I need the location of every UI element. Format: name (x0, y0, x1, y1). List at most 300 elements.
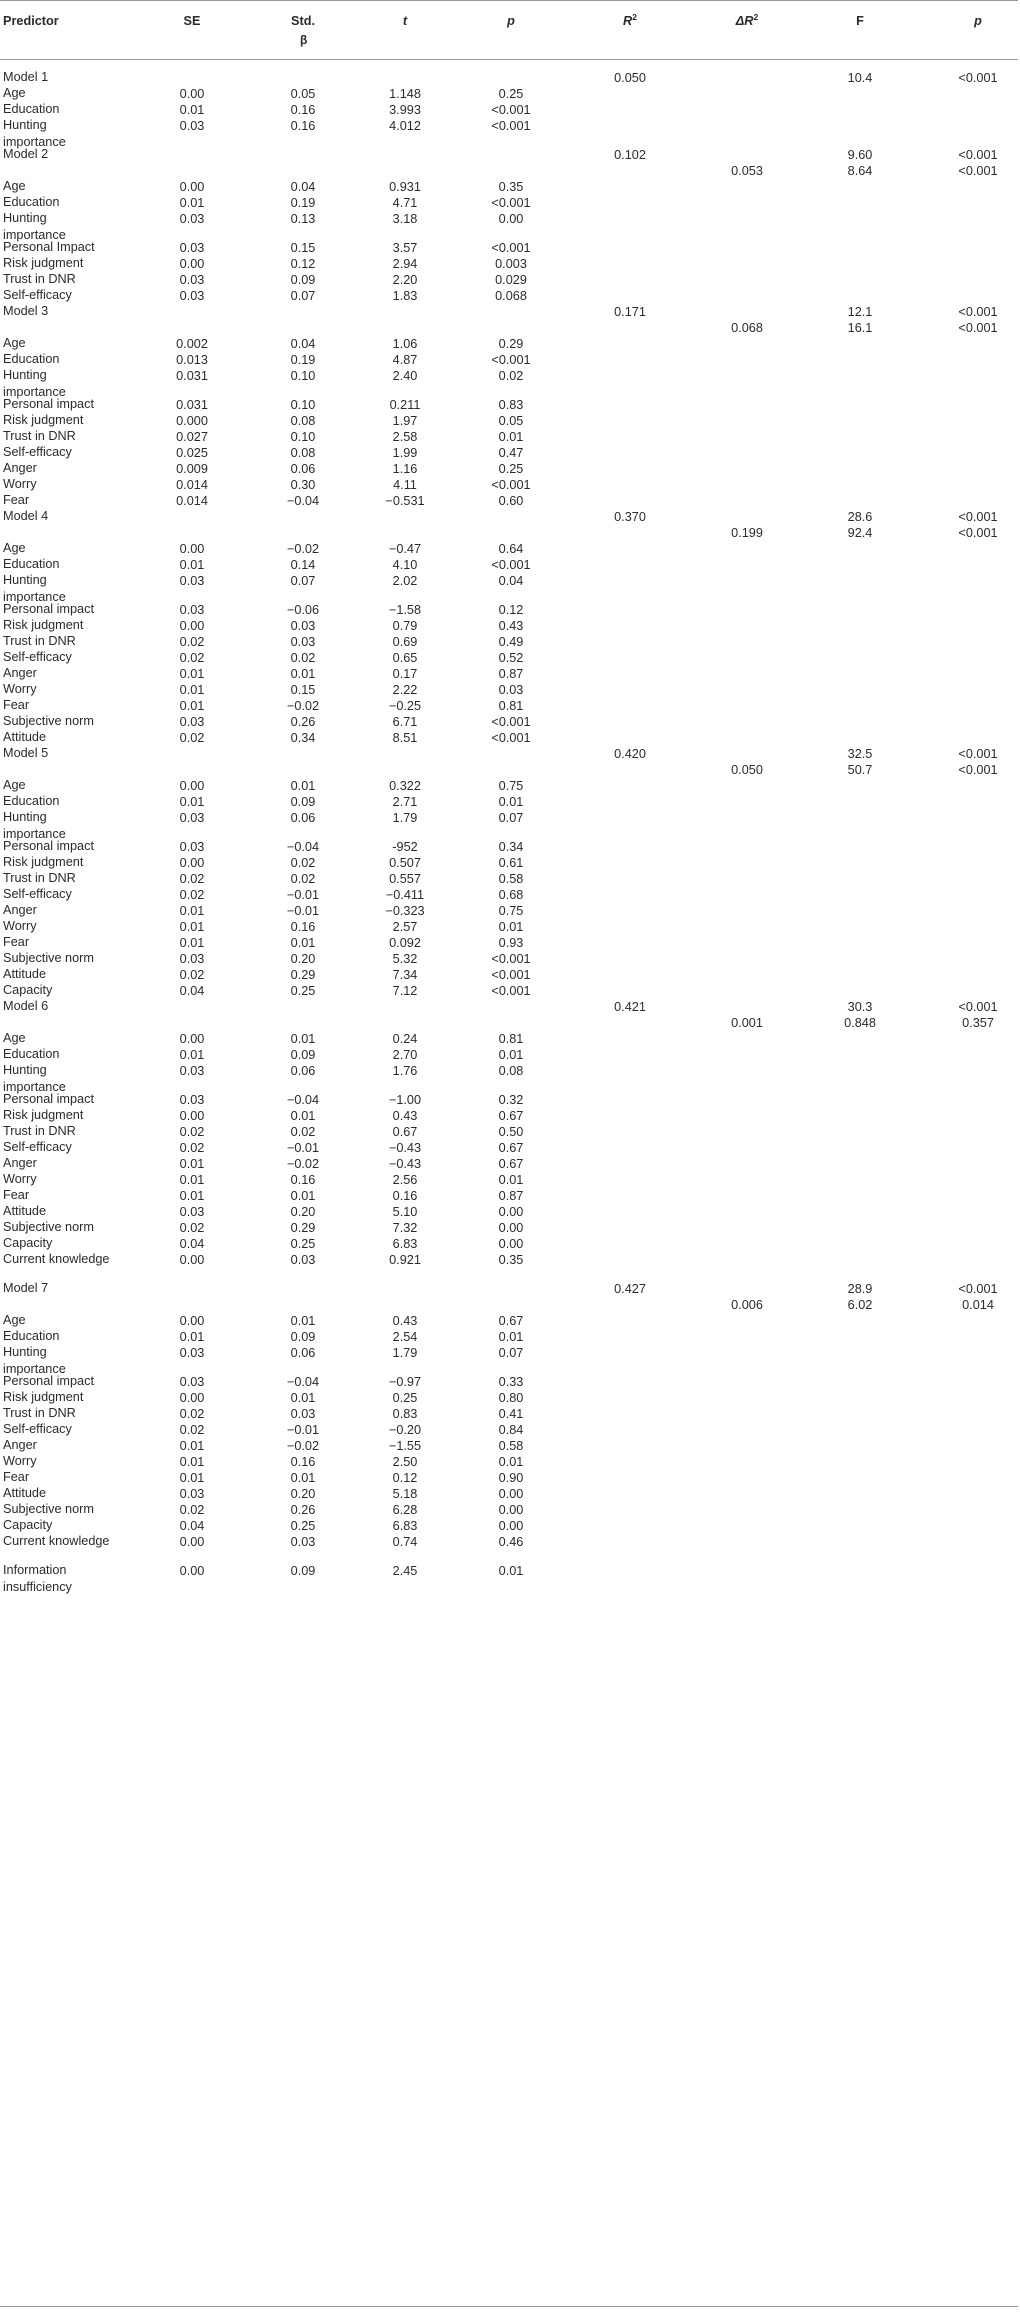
cell-se: 0.031 (176, 398, 208, 412)
row-label: Age (3, 541, 26, 555)
cell-t: 2.57 (392, 920, 418, 934)
cell-p: <0.001 (491, 196, 531, 210)
cell-t: 0.092 (389, 936, 421, 950)
cell-t: 4.71 (392, 196, 418, 210)
cell-std-beta: −0.04 (286, 1375, 320, 1389)
row-label: Education (3, 557, 60, 571)
cell-se: 0.03 (179, 811, 205, 825)
cell-std-beta: 0.19 (290, 196, 316, 210)
cell-se: 0.00 (179, 542, 205, 556)
row-label: Education (3, 195, 60, 209)
row-label: Self-efficacy (3, 650, 72, 664)
cell-t: 0.24 (392, 1032, 418, 1046)
cell-std-beta: 0.09 (290, 1330, 316, 1344)
cell-t: 2.40 (392, 369, 418, 383)
cell-t: 5.18 (392, 1487, 418, 1501)
cell-se: 0.01 (179, 1048, 205, 1062)
cell-se: 0.00 (179, 1253, 205, 1267)
header-beta: β (300, 33, 308, 47)
cell-p: 0.04 (498, 574, 524, 588)
row-label: Subjective norm (3, 714, 94, 728)
cell-std-beta: 0.13 (290, 212, 316, 226)
cell-std-beta: −0.02 (286, 1439, 320, 1453)
row-label: Attitude (3, 730, 47, 744)
row-label: Education (3, 1329, 60, 1343)
cell-t: −1.58 (388, 603, 422, 617)
cell-p: <0.001 (491, 558, 531, 572)
cell-t: 3.18 (392, 212, 418, 226)
cell-t: 4.87 (392, 353, 418, 367)
cell-p: 0.07 (498, 1346, 524, 1360)
row-label: Model 1 (3, 70, 49, 84)
cell-se: 0.00 (179, 1032, 205, 1046)
cell-std-beta: 0.01 (290, 1189, 316, 1203)
cell-std-beta: −0.04 (286, 840, 320, 854)
cell-t: 7.34 (392, 968, 418, 982)
cell-se: 0.00 (179, 619, 205, 633)
row-label: Trust in DNR (3, 429, 76, 443)
cell-t: 1.76 (392, 1064, 418, 1078)
cell-p: 0.08 (498, 1064, 524, 1078)
cell-t: 1.79 (392, 1346, 418, 1360)
cell-t: 3.57 (392, 241, 418, 255)
cell-t: 6.83 (392, 1237, 418, 1251)
cell-se: 0.01 (179, 1189, 205, 1203)
cell-t: 1.148 (389, 87, 421, 101)
row-label: Trust in DNR (3, 634, 76, 648)
cell-p: 0.87 (498, 1189, 524, 1203)
cell-t: 2.56 (392, 1173, 418, 1187)
cell-f: 12.1 (847, 305, 873, 319)
row-label: Hunting importance (3, 118, 66, 149)
row-label: Age (3, 336, 26, 350)
cell-se: 0.00 (179, 180, 205, 194)
cell-t: 4.10 (392, 558, 418, 572)
cell-t: 5.10 (392, 1205, 418, 1219)
row-label: Age (3, 1313, 26, 1327)
cell-p: 0.01 (498, 1048, 524, 1062)
row-label: Self-efficacy (3, 1422, 72, 1436)
cell-dr2: 0.001 (731, 1016, 763, 1030)
cell-t: 0.211 (389, 398, 421, 412)
row-label: Model 7 (3, 1281, 49, 1295)
row-label: Self-efficacy (3, 445, 72, 459)
cell-p: 0.00 (498, 1519, 524, 1533)
cell-std-beta: 0.06 (290, 1346, 316, 1360)
cell-t: 3.993 (389, 103, 421, 117)
cell-se: 0.01 (179, 699, 205, 713)
cell-t: 6.83 (392, 1519, 418, 1533)
cell-std-beta: 0.03 (290, 619, 316, 633)
cell-p: 0.49 (498, 635, 524, 649)
cell-std-beta: 0.16 (290, 1455, 316, 1469)
cell-t: 1.99 (392, 446, 418, 460)
cell-p: 0.029 (495, 273, 527, 287)
cell-f: 30.3 (847, 1000, 873, 1014)
cell-p: <0.001 (491, 119, 531, 133)
cell-t: 1.97 (392, 414, 418, 428)
cell-std-beta: 0.14 (290, 558, 316, 572)
cell-se: 0.01 (179, 103, 205, 117)
cell-p: <0.001 (491, 715, 531, 729)
cell-se: 0.03 (179, 574, 205, 588)
cell-p: <0.001 (491, 968, 531, 982)
row-label: Subjective norm (3, 951, 94, 965)
cell-se: 0.01 (179, 558, 205, 572)
cell-dr2: 0.006 (731, 1298, 763, 1312)
cell-p: 0.35 (498, 180, 524, 194)
cell-std-beta: 0.20 (290, 1205, 316, 1219)
cell-t: 8.51 (392, 731, 418, 745)
cell-se: 0.01 (179, 1173, 205, 1187)
cell-t: 0.507 (389, 856, 421, 870)
header-delta-r2 (736, 13, 758, 29)
cell-se: 0.01 (179, 1439, 205, 1453)
cell-se: 0.00 (179, 856, 205, 870)
cell-std-beta: 0.16 (290, 1173, 316, 1187)
row-label: Trust in DNR (3, 272, 76, 286)
cell-std-beta: 0.01 (290, 1109, 316, 1123)
cell-se: 0.00 (179, 1109, 205, 1123)
cell-std-beta: 0.03 (290, 1253, 316, 1267)
cell-std-beta: 0.04 (290, 180, 316, 194)
cell-std-beta: 0.10 (290, 369, 316, 383)
cell-std-beta: 0.07 (290, 574, 316, 588)
cell-t: 2.20 (392, 273, 418, 287)
cell-std-beta: −0.01 (286, 1423, 320, 1437)
cell-r2: 0.420 (614, 747, 646, 761)
cell-p: 0.068 (495, 289, 527, 303)
cell-t: −0.25 (388, 699, 422, 713)
row-label: Anger (3, 461, 37, 475)
cell-t: -952 (392, 840, 418, 854)
row-label: Information insufficiency (3, 1563, 72, 1594)
cell-t: 2.58 (392, 430, 418, 444)
cell-t: 0.43 (392, 1314, 418, 1328)
cell-t: −0.323 (385, 904, 425, 918)
cell-se: 0.03 (179, 1205, 205, 1219)
cell-t: −0.20 (388, 1423, 422, 1437)
header-p2-text: p (974, 14, 982, 28)
row-label: Fear (3, 1470, 30, 1484)
cell-p: 0.01 (498, 1455, 524, 1469)
cell-p: 0.00 (498, 1205, 524, 1219)
cell-t: −0.43 (388, 1157, 422, 1171)
cell-std-beta: −0.06 (286, 603, 320, 617)
cell-std-beta: 0.03 (290, 635, 316, 649)
cell-std-beta: 0.09 (290, 273, 316, 287)
cell-t: −1.00 (388, 1093, 422, 1107)
table-bottom-rule (0, 2306, 1018, 2307)
cell-se: 0.02 (179, 651, 205, 665)
cell-se: 0.01 (179, 683, 205, 697)
cell-f: 28.6 (847, 510, 873, 524)
row-label: Anger (3, 903, 37, 917)
row-label: Fear (3, 935, 30, 949)
row-label: Age (3, 86, 26, 100)
row-label: Hunting importance (3, 368, 66, 399)
cell-t: 7.12 (392, 984, 418, 998)
cell-p: <0.001 (491, 731, 531, 745)
cell-p: 0.43 (498, 619, 524, 633)
cell-p: 0.00 (498, 1237, 524, 1251)
cell-p: 0.90 (498, 1471, 524, 1485)
cell-t: 0.83 (392, 1407, 418, 1421)
cell-std-beta: 0.08 (290, 414, 316, 428)
cell-t: −0.47 (388, 542, 422, 556)
cell-std-beta: 0.03 (290, 1535, 316, 1549)
cell-se: 0.03 (179, 1375, 205, 1389)
cell-f: 32.5 (847, 747, 873, 761)
cell-se: 0.02 (179, 1141, 205, 1155)
cell-std-beta: −0.04 (286, 494, 320, 508)
cell-p: 0.12 (498, 603, 524, 617)
cell-p: <0.001 (491, 241, 531, 255)
cell-se: 0.02 (179, 1221, 205, 1235)
cell-p: 0.80 (498, 1391, 524, 1405)
cell-se: 0.02 (179, 1125, 205, 1139)
cell-se: 0.031 (176, 369, 208, 383)
row-label: Capacity (3, 983, 53, 997)
cell-p: 0.58 (498, 1439, 524, 1453)
cell-t: 1.83 (392, 289, 418, 303)
cell-p: <0.001 (491, 478, 531, 492)
cell-dr2: 0.199 (731, 526, 763, 540)
cell-se: 0.01 (179, 1157, 205, 1171)
cell-p: 0.81 (498, 1032, 524, 1046)
row-label: Hunting importance (3, 573, 66, 604)
cell-std-beta: 0.02 (290, 872, 316, 886)
row-label: Hunting importance (3, 211, 66, 242)
row-label: Self-efficacy (3, 288, 72, 302)
cell-p: 0.33 (498, 1375, 524, 1389)
row-label: Fear (3, 1188, 30, 1202)
row-label: Model 2 (3, 147, 49, 161)
cell-p2: <0.001 (958, 71, 998, 85)
cell-t: 2.22 (392, 683, 418, 697)
cell-se: 0.03 (179, 840, 205, 854)
cell-t: 0.921 (389, 1253, 421, 1267)
cell-se: 0.00 (179, 1564, 205, 1578)
cell-p: 0.68 (498, 888, 524, 902)
cell-dr2: 0.068 (731, 321, 763, 335)
table-header (0, 0, 1020, 59)
cell-se: 0.014 (176, 478, 208, 492)
cell-p: 0.67 (498, 1314, 524, 1328)
cell-se: 0.00 (179, 1391, 205, 1405)
cell-p: 0.46 (498, 1535, 524, 1549)
cell-std-beta: 0.01 (290, 779, 316, 793)
row-label: Fear (3, 493, 30, 507)
cell-std-beta: 0.15 (290, 241, 316, 255)
cell-se: 0.01 (179, 1330, 205, 1344)
cell-std-beta: 0.01 (290, 1471, 316, 1485)
cell-t: 1.06 (392, 337, 418, 351)
cell-std-beta: 0.09 (290, 1564, 316, 1578)
cell-r2: 0.102 (614, 148, 646, 162)
cell-std-beta: −0.04 (286, 1093, 320, 1107)
cell-t: −0.97 (388, 1375, 422, 1389)
cell-std-beta: −0.01 (286, 1141, 320, 1155)
cell-std-beta: −0.02 (286, 699, 320, 713)
cell-se: 0.01 (179, 1471, 205, 1485)
cell-se: 0.03 (179, 289, 205, 303)
cell-t: 0.43 (392, 1109, 418, 1123)
cell-std-beta: 0.09 (290, 1048, 316, 1062)
cell-std-beta: 0.02 (290, 1125, 316, 1139)
cell-t: 0.931 (389, 180, 421, 194)
cell-se: 0.03 (179, 1064, 205, 1078)
cell-t: 0.69 (392, 635, 418, 649)
cell-p: 0.67 (498, 1141, 524, 1155)
cell-std-beta: −0.01 (286, 888, 320, 902)
cell-se: 0.02 (179, 1423, 205, 1437)
cell-std-beta: 0.26 (290, 1503, 316, 1517)
cell-std-beta: 0.10 (290, 398, 316, 412)
cell-se: 0.03 (179, 1093, 205, 1107)
cell-se: 0.02 (179, 872, 205, 886)
row-label: Education (3, 1047, 60, 1061)
row-label: Self-efficacy (3, 887, 72, 901)
cell-std-beta: 0.25 (290, 984, 316, 998)
cell-t: 1.79 (392, 811, 418, 825)
cell-p: 0.87 (498, 667, 524, 681)
cell-p: 0.81 (498, 699, 524, 713)
row-label: Hunting importance (3, 810, 66, 841)
cell-f: 8.64 (847, 164, 873, 178)
cell-p2: <0.001 (958, 510, 998, 524)
cell-std-beta: 0.29 (290, 968, 316, 982)
cell-p2: <0.001 (958, 763, 998, 777)
row-label: Model 6 (3, 999, 49, 1013)
cell-se: 0.03 (179, 952, 205, 966)
row-label: Age (3, 778, 26, 792)
header-f: F (856, 14, 864, 28)
cell-std-beta: 0.01 (290, 1314, 316, 1328)
cell-p: 0.01 (498, 1173, 524, 1187)
cell-r2: 0.370 (614, 510, 646, 524)
cell-t: −0.43 (388, 1141, 422, 1155)
cell-p2: <0.001 (958, 305, 998, 319)
cell-se: 0.03 (179, 212, 205, 226)
cell-std-beta: 0.06 (290, 811, 316, 825)
cell-p: 0.83 (498, 398, 524, 412)
cell-se: 0.02 (179, 731, 205, 745)
cell-p: 0.84 (498, 1423, 524, 1437)
cell-std-beta: 0.25 (290, 1519, 316, 1533)
cell-r2: 0.050 (614, 71, 646, 85)
row-label: Anger (3, 1438, 37, 1452)
header-predictor: Predictor (3, 14, 59, 28)
cell-p2: <0.001 (958, 526, 998, 540)
row-label: Trust in DNR (3, 1124, 76, 1138)
cell-std-beta: 0.06 (290, 1064, 316, 1078)
cell-t: −1.55 (388, 1439, 422, 1453)
cell-se: 0.00 (179, 1314, 205, 1328)
cell-std-beta: 0.16 (290, 103, 316, 117)
cell-std-beta: 0.01 (290, 1032, 316, 1046)
cell-se: 0.03 (179, 1487, 205, 1501)
cell-t: 0.16 (392, 1189, 418, 1203)
header-delta-r2-sup: 2 (753, 11, 759, 22)
cell-p: 0.35 (498, 1253, 524, 1267)
cell-p2: <0.001 (958, 148, 998, 162)
header-r2-sup: 2 (632, 11, 637, 22)
row-label: Trust in DNR (3, 871, 76, 885)
cell-t: −0.531 (385, 494, 425, 508)
cell-dr2: 0.053 (731, 164, 763, 178)
cell-std-beta: 0.29 (290, 1221, 316, 1235)
cell-f: 10.4 (847, 71, 873, 85)
row-label: Current knowledge (3, 1252, 110, 1266)
cell-se: 0.002 (176, 337, 208, 351)
cell-t: 6.28 (392, 1503, 418, 1517)
cell-p: 0.60 (498, 494, 524, 508)
row-label: Anger (3, 1156, 37, 1170)
row-label: Model 5 (3, 746, 49, 760)
cell-std-beta: 0.26 (290, 715, 316, 729)
cell-p: 0.02 (498, 369, 524, 383)
cell-p: 0.01 (498, 920, 524, 934)
cell-t: 4.012 (389, 119, 421, 133)
row-label: Model 3 (3, 304, 49, 318)
row-label: Capacity (3, 1518, 53, 1532)
cell-p: 0.03 (498, 683, 524, 697)
row-label: Risk judgment (3, 413, 84, 427)
cell-t: 6.71 (392, 715, 418, 729)
row-label: Attitude (3, 967, 47, 981)
cell-se: 0.013 (176, 353, 208, 367)
cell-std-beta: 0.04 (290, 337, 316, 351)
cell-std-beta: 0.01 (290, 667, 316, 681)
cell-t: 0.67 (392, 1125, 418, 1139)
cell-f: 9.60 (847, 148, 873, 162)
cell-p: 0.52 (498, 651, 524, 665)
cell-se: 0.03 (179, 273, 205, 287)
cell-t: 2.70 (392, 1048, 418, 1062)
cell-p: 0.05 (498, 414, 524, 428)
cell-t: 0.79 (392, 619, 418, 633)
cell-p: 0.47 (498, 446, 524, 460)
cell-t: 2.94 (392, 257, 418, 271)
row-label: Hunting importance (3, 1063, 66, 1094)
row-label: Attitude (3, 1486, 47, 1500)
cell-se: 0.01 (179, 936, 205, 950)
cell-std-beta: 0.07 (290, 289, 316, 303)
cell-se: 0.00 (179, 779, 205, 793)
cell-se: 0.01 (179, 667, 205, 681)
cell-p: 0.93 (498, 936, 524, 950)
row-label: Subjective norm (3, 1502, 94, 1516)
row-label: Subjective norm (3, 1220, 94, 1234)
cell-std-beta: −0.01 (286, 904, 320, 918)
row-label: Worry (3, 1172, 37, 1186)
cell-dr2: 0.050 (731, 763, 763, 777)
cell-p2: <0.001 (958, 321, 998, 335)
cell-std-beta: 0.01 (290, 1391, 316, 1405)
cell-p: 0.00 (498, 1503, 524, 1517)
cell-p: 0.25 (498, 462, 524, 476)
cell-std-beta: 0.02 (290, 651, 316, 665)
row-label: Anger (3, 666, 37, 680)
row-label: Risk judgment (3, 855, 84, 869)
row-label: Risk judgment (3, 256, 84, 270)
row-label: Personal impact (3, 1374, 94, 1388)
cell-p: 0.07 (498, 811, 524, 825)
header-r2-base: R (623, 14, 633, 28)
row-label: Hunting importance (3, 1345, 66, 1376)
cell-std-beta: 0.20 (290, 952, 316, 966)
